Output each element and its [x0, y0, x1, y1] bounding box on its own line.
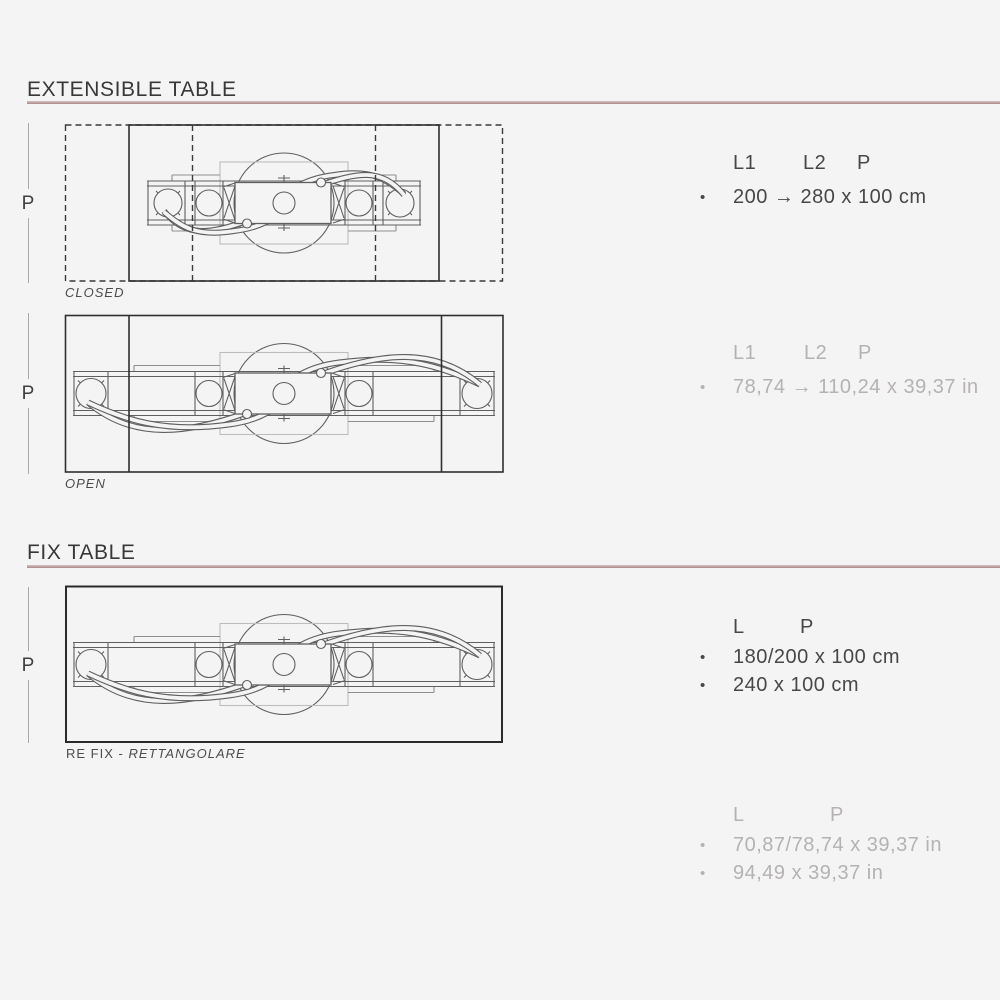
header-l2: L2 [803, 152, 827, 174]
drawing-label-closed: CLOSED [65, 285, 125, 300]
spec-row [700, 862, 990, 886]
depth-dimension-open [17, 313, 39, 474]
header-l: L [733, 616, 745, 638]
spec-value: 94,49 x 39,37 in [733, 862, 884, 884]
drawing-label-italic: RETTANGOLARE [128, 746, 246, 761]
spec-block-extensible-cm [700, 152, 990, 222]
spec-headers [700, 616, 990, 640]
header-l1: L1 [733, 152, 757, 174]
spec-row [700, 834, 990, 858]
spec-value: 240 x 100 cm [733, 674, 860, 696]
depth-label: P [21, 192, 35, 214]
depth-dimension-fix [17, 587, 39, 743]
dimension-line [28, 218, 29, 284]
closed-table-drawing [60, 119, 510, 291]
spec-headers [700, 804, 990, 828]
header-p: P [800, 616, 814, 638]
spec-block-extensible-in [700, 342, 990, 412]
dimension-line [28, 408, 29, 474]
bullet: • [700, 189, 706, 206]
spec-value: 78,74 → 110,24 x 39,37 in [733, 376, 979, 398]
section-title-fix: FIX TABLE [27, 541, 136, 564]
header-p: P [857, 152, 871, 174]
section-rule [27, 101, 1000, 104]
header-p: P [830, 804, 844, 826]
dimension-line [28, 123, 29, 189]
bullet: • [700, 865, 706, 882]
drawing-label-plain: RE FIX - [66, 746, 129, 761]
header-l1: L1 [733, 342, 757, 364]
section-title-extensible: EXTENSIBLE TABLE [27, 78, 237, 101]
drawing-label-open: OPEN [65, 476, 106, 491]
dimension-line [28, 587, 29, 651]
spec-headers [700, 152, 990, 176]
header-l: L [733, 804, 745, 826]
depth-label: P [21, 383, 35, 404]
spec-value: 70,87/78,74 x 39,37 in [733, 834, 942, 856]
spec-value: 180/200 x 100 cm [733, 646, 900, 668]
spec-row [700, 674, 990, 698]
header-p: P [858, 342, 872, 364]
spec-headers [700, 342, 990, 366]
open-table-drawing [60, 310, 510, 480]
spec-row [700, 186, 990, 210]
dimension-line [28, 313, 29, 379]
spec-block-fix-cm [700, 616, 990, 712]
bullet: • [700, 837, 706, 854]
bullet: • [700, 379, 706, 396]
bullet: • [700, 649, 706, 666]
drawing-label-refix [66, 746, 246, 761]
fix-table-drawing [60, 582, 510, 750]
depth-label: P [21, 654, 35, 676]
section-rule [27, 565, 1000, 568]
spec-row [700, 376, 990, 400]
spec-row [700, 646, 990, 670]
dimension-line [28, 680, 29, 744]
spec-value: 200 → 280 x 100 cm [733, 186, 927, 208]
header-l2: L2 [804, 342, 828, 364]
depth-dimension-closed [17, 123, 39, 283]
bullet: • [700, 677, 706, 694]
spec-block-fix-in [700, 804, 990, 900]
